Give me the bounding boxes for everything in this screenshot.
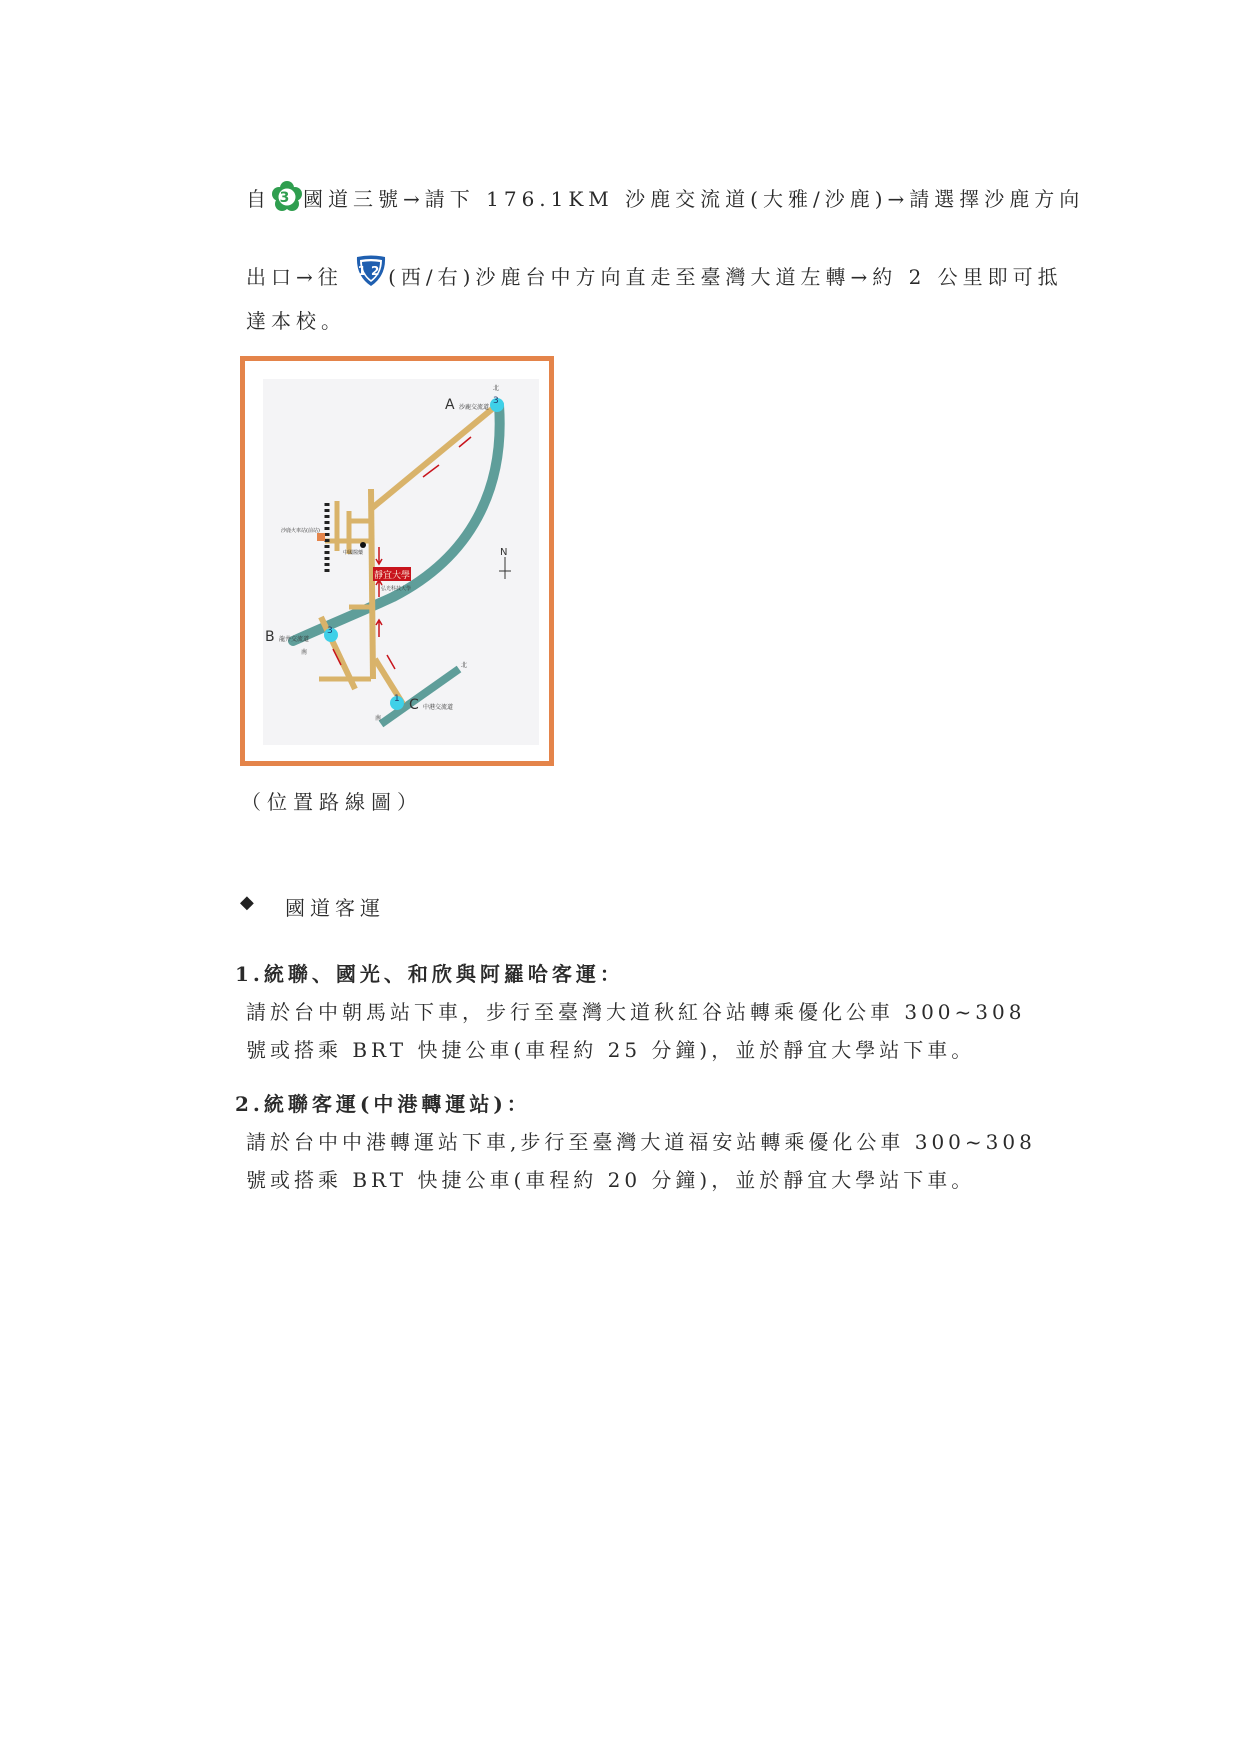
national-highway-3-icon	[271, 180, 303, 212]
road-main	[371, 489, 373, 679]
item2-line1: 請於台中中港轉運站下車,步行至臺灣大道福安站轉乘優化公車 300~308	[246, 1130, 1036, 1154]
map-label-c: C	[409, 697, 419, 713]
highway-1	[381, 669, 459, 724]
map-label-c-text: 中港交流道	[423, 704, 454, 711]
map-south-c: 南	[375, 715, 382, 722]
direction-line-3: 達本校。	[246, 309, 346, 333]
hospital-dot	[360, 542, 366, 548]
item1-heading: 1.統聯、國光、和欣與阿羅哈客運：	[235, 962, 624, 986]
marker-a-num: 3	[493, 396, 499, 406]
highway-3	[293, 405, 500, 641]
route-map	[240, 356, 554, 766]
map-label-a-text: 沙鹿交流道	[459, 404, 490, 411]
item1-line1: 請於台中朝馬站下車，步行至臺灣大道秋紅谷站轉乘優化公車 300~308	[246, 1000, 1026, 1024]
hospital-label: 中國醫藥	[343, 550, 364, 556]
map-north-c: 北	[461, 662, 468, 669]
school-sign-text: 靜宜大學	[374, 571, 411, 581]
map-canvas	[263, 379, 539, 745]
marker-b-num: 3	[327, 626, 333, 636]
compass-n: N	[500, 547, 508, 558]
map-north-top: 北	[493, 385, 500, 392]
map-label-b-text: 龍井交流道	[279, 636, 310, 643]
item2-line2: 號或搭乘 BRT 快捷公車(車程約 20 分鐘)，並於靜宜大學站下車。	[246, 1168, 976, 1192]
marker-c-num: 1	[394, 694, 400, 704]
line-prefix: 自	[246, 187, 271, 211]
badge1-number: 3	[279, 190, 295, 206]
station-marker	[317, 533, 325, 541]
road-a	[371, 405, 497, 509]
line1-text: 國道三號→請下 176.1KM 沙鹿交流道(大雅/沙鹿)→請選擇沙鹿方向	[303, 187, 1085, 211]
provincial-highway-12-icon	[354, 254, 388, 288]
section-bullet: ◆	[240, 892, 254, 913]
item2-heading: 2.統聯客運(中港轉運站)：	[235, 1092, 531, 1116]
map-label-b: B	[265, 629, 275, 645]
map-drawing	[263, 379, 539, 745]
direction-line-1	[246, 180, 1084, 212]
hkust-label: 弘光科技大學	[381, 586, 412, 592]
direction-line-2	[246, 254, 1063, 290]
section-title: 國道客運	[285, 896, 385, 920]
badge2-number: 12	[357, 264, 385, 278]
line2-pre: 出口→往	[246, 265, 343, 289]
map-south-b: 南	[301, 649, 308, 656]
item1-line2: 號或搭乘 BRT 快捷公車(車程約 25 分鐘)，並於靜宜大學站下車。	[246, 1038, 976, 1062]
map-caption: （位置路線圖）	[241, 790, 423, 814]
map-label-a: A	[445, 397, 455, 413]
station-label: 沙鹿火車站(前站)	[281, 528, 320, 534]
line2-text: (西/右)沙鹿台中方向直走至臺灣大道左轉→約 2 公里即可抵	[388, 265, 1063, 289]
